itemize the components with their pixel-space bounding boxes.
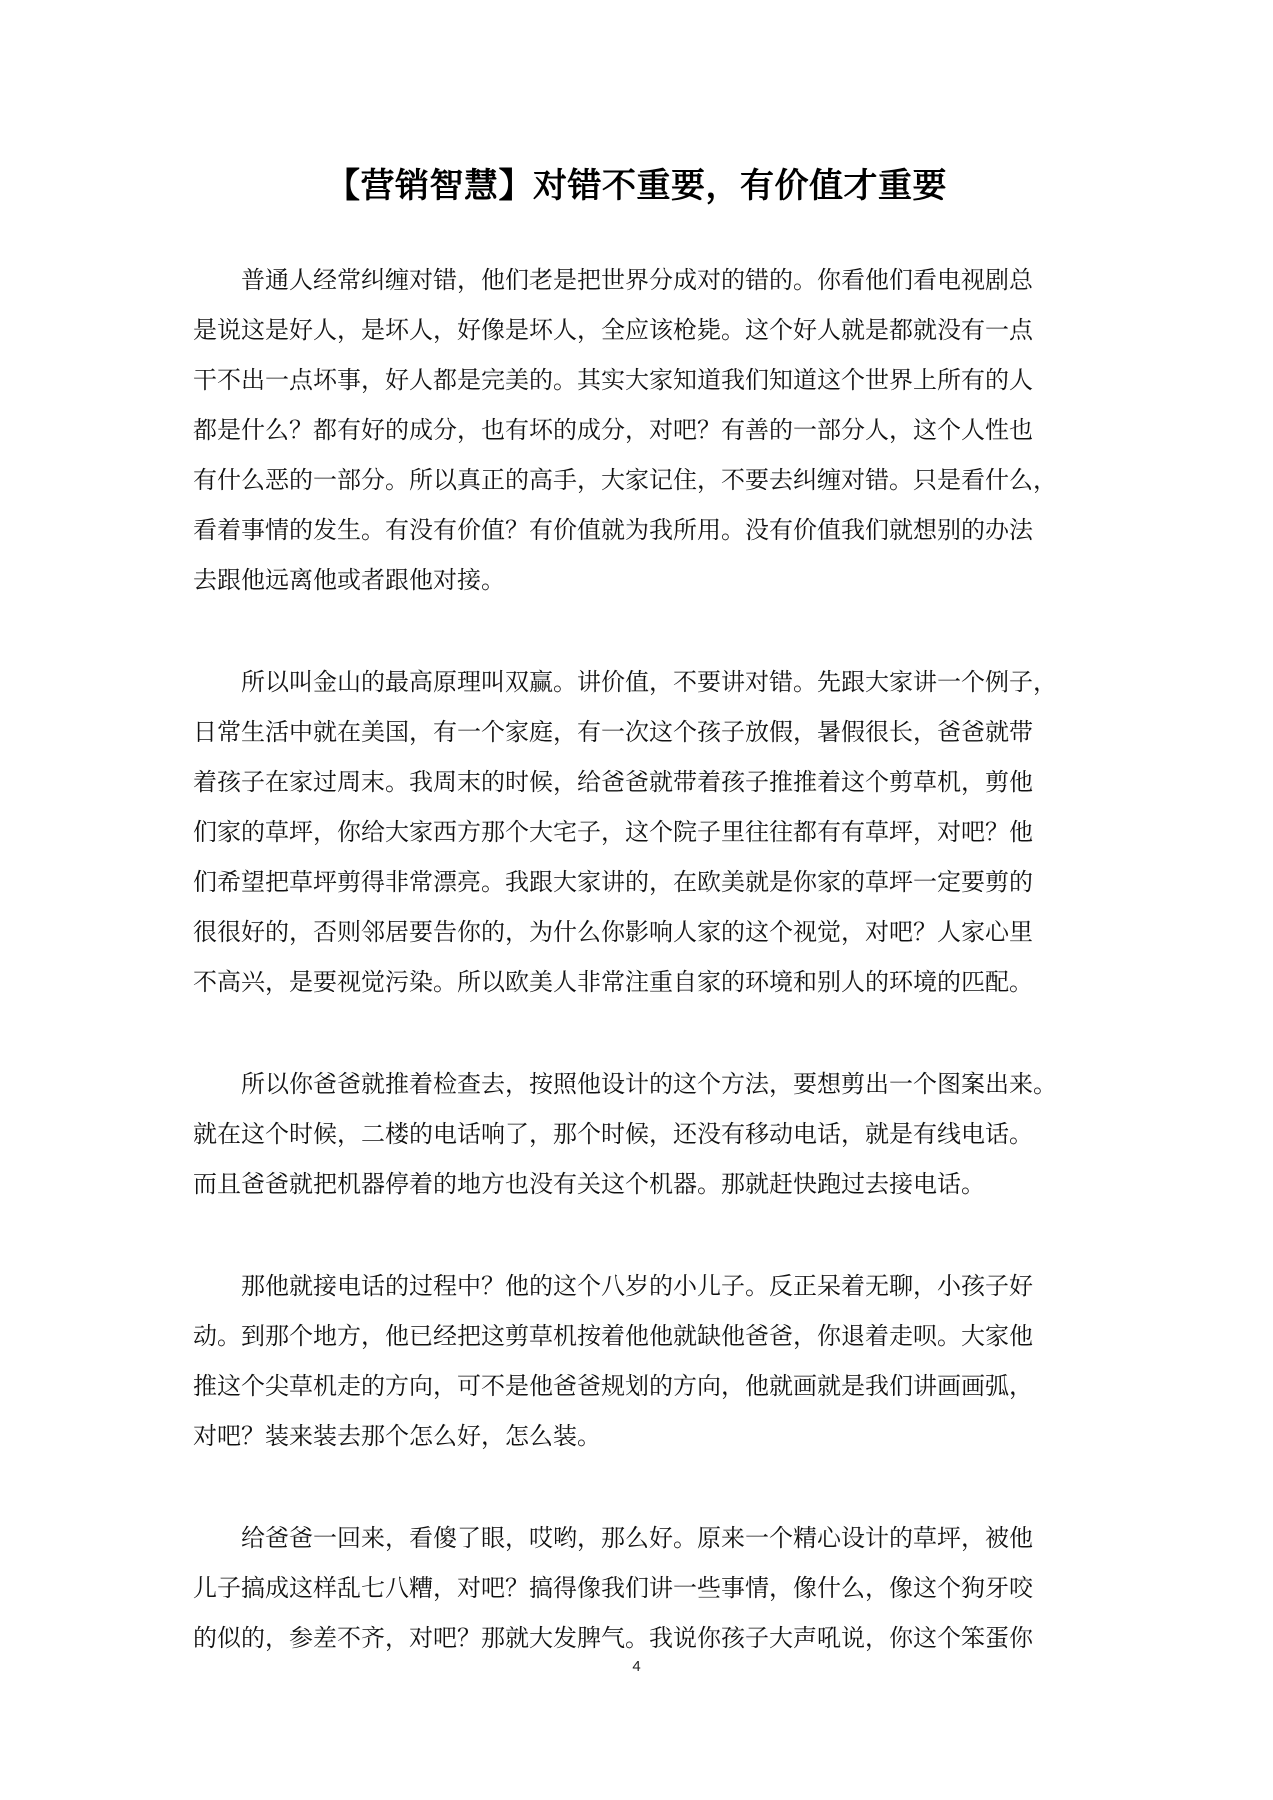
text-line: 有什么恶的一部分。所以真正的高手，大家记住，不要去纠缠对错。只是看什么，	[193, 466, 1057, 494]
document-body	[193, 255, 1079, 1715]
text-line: 而且爸爸就把机器停着的地方也没有关这个机器。那就赶快跑过去接电话。	[193, 1170, 985, 1198]
text-line: 们家的草坪，你给大家西方那个大宅子，这个院子里往往都有有草坪，对吧？他	[193, 818, 1033, 846]
document-title: 【营销智慧】对错不重要，有价值才重要	[326, 166, 947, 206]
text-line: 的似的，参差不齐，对吧？那就大发脾气。我说你孩子大声吼说，你这个笨蛋你	[193, 1624, 1033, 1652]
text-line: 对吧？装来装去那个怎么好，怎么装。	[193, 1422, 601, 1450]
paragraph	[193, 255, 1079, 605]
paragraph	[193, 1261, 1079, 1461]
text-line: 日常生活中就在美国，有一个家庭，有一次这个孩子放假，暑假很长，爸爸就带	[193, 718, 1033, 746]
text-line: 就在这个时候，二楼的电话响了，那个时候，还没有移动电话，就是有线电话。	[193, 1120, 1033, 1148]
text-line: 着孩子在家过周末。我周末的时候，给爸爸就带着孩子推推着这个剪草机，剪他	[193, 768, 1033, 796]
text-line: 所以叫金山的最高原理叫双赢。讲价值，不要讲对错。先跟大家讲一个例子，	[193, 668, 1057, 696]
text-line: 是说这是好人，是坏人，好像是坏人，全应该枪毙。这个好人就是都就没有一点	[193, 316, 1033, 344]
page-number: 4	[632, 1658, 641, 1675]
paragraph	[193, 657, 1079, 1007]
text-line: 都是什么？都有好的成分，也有坏的成分，对吧？有善的一部分人，这个人性也	[193, 416, 1033, 444]
text-line: 普通人经常纠缠对错，他们老是把世界分成对的错的。你看他们看电视剧总	[193, 266, 1033, 294]
text-line: 推这个尖草机走的方向，可不是他爸爸规划的方向，他就画就是我们讲画画弧，	[193, 1372, 1033, 1400]
text-line: 不高兴，是要视觉污染。所以欧美人非常注重自家的环境和别人的环境的匹配。	[193, 968, 1033, 996]
text-line: 很很好的，否则邻居要告你的，为什么你影响人家的这个视觉，对吧？人家心里	[193, 918, 1033, 946]
text-line: 动。到那个地方，他已经把这剪草机按着他他就缺他爸爸，你退着走呗。大家他	[193, 1322, 1033, 1350]
text-line: 所以你爸爸就推着检查去，按照他设计的这个方法，要想剪出一个图案出来。	[193, 1070, 1057, 1098]
text-line: 那他就接电话的过程中？他的这个八岁的小儿子。反正呆着无聊，小孩子好	[193, 1272, 1033, 1300]
paragraph	[193, 1059, 1079, 1209]
text-line: 去跟他远离他或者跟他对接。	[193, 566, 505, 594]
text-line: 儿子搞成这样乱七八糟，对吧？搞得像我们讲一些事情，像什么，像这个狗牙咬	[193, 1574, 1033, 1602]
text-line: 看着事情的发生。有没有价值？有价值就为我所用。没有价值我们就想别的办法	[193, 516, 1033, 544]
text-line: 们希望把草坪剪得非常漂亮。我跟大家讲的，在欧美就是你家的草坪一定要剪的	[193, 868, 1033, 896]
text-line: 干不出一点坏事，好人都是完美的。其实大家知道我们知道这个世界上所有的人	[193, 366, 1033, 394]
paragraph	[193, 1513, 1079, 1663]
text-line: 给爸爸一回来，看傻了眼，哎哟，那么好。原来一个精心设计的草坪，被他	[193, 1524, 1033, 1552]
